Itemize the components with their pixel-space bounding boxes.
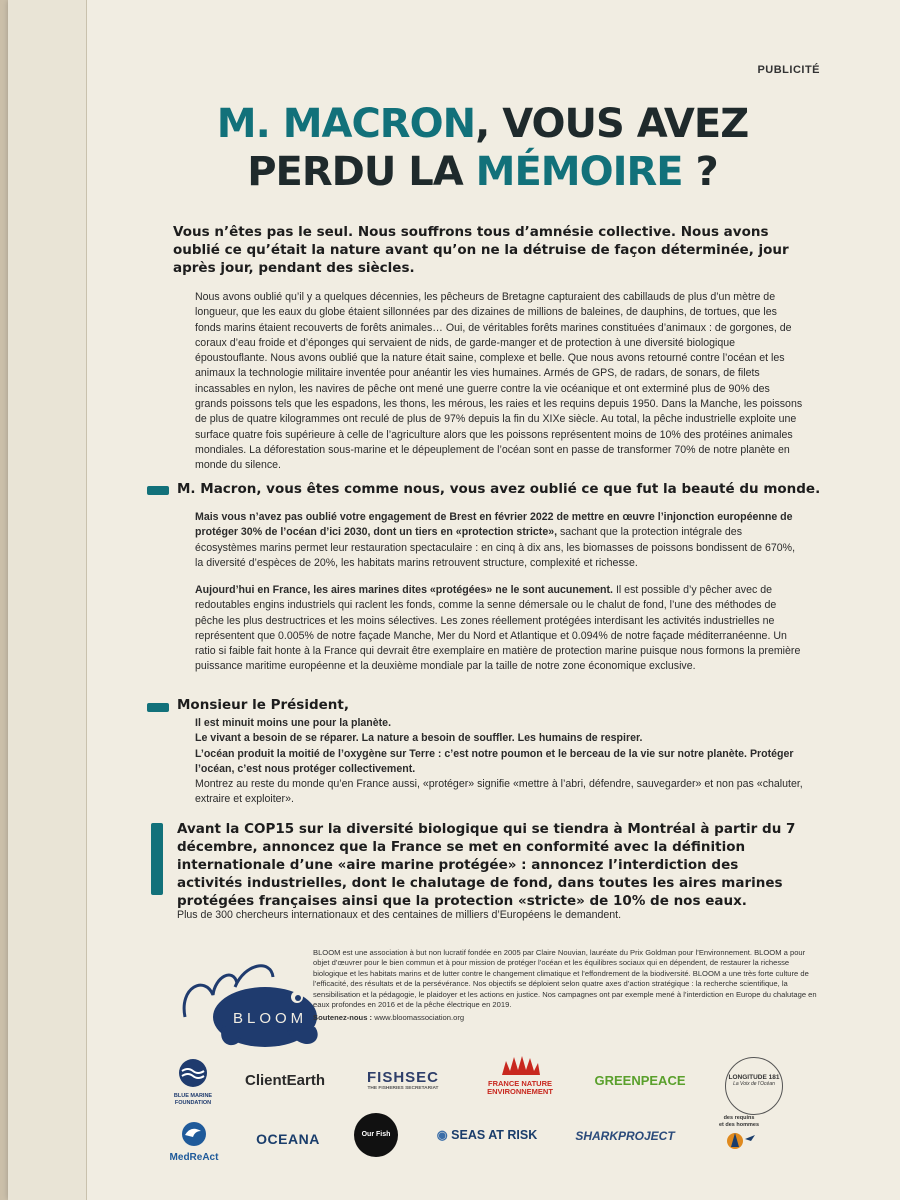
support-label: Soutenez-nous : — [313, 1013, 373, 1023]
bloom-logo — [175, 947, 335, 1059]
bloom-about: BLOOM est une association à but non lucratif fondée en 2005 par Claire Nouvian, lauréate du Prix Goldman pour l’Environnement. BLOOM a pour objet d’œuvrer pour le bien commun et à pour mission de protéger l’océan et les équilibres sociaux qui en dépendent, de restaurer la richesse biologique et les habitats marins et de lutter contre le changement climatique et l’effondrement de la biodiversité. BLOOM a une très forte culture de l’efficacité, des résultats et de la persévérance. Nos objectifs se déploient selon quatre axes d’action stratégique : la recherche scientifique, la sensibilisation et la pédagogie, le plaidoyer et les actions en justice. Nos campagnes ont par exemple mené à l’interdiction en Europe du chalutage en eaux profondes en 2016 et de la pêche électrique en 2019. — [313, 948, 817, 1010]
logo-longitude-181 — [725, 1057, 783, 1115]
body-paragraph-1: Nous avons oublié qu’il y a quelques décennies, les pêcheurs de Bretagne capturaient des cabillauds de plus d’un mètre de longueur, que les eaux du globe étaient sillonnées par des dizaines de millions de baleines, de dauphins, de tortues, que les fonds marins étaient recouverts de forêts animales… Oui, de véritables forêts marines constituées d’animaux : de gorgones, de coraux d’eau froide et d’éponges qui servaient de nids, de garde-manger et de protection à une diversité biologique époustouflante. Nous avons oublié que la nature était saine, complexe et belle. Que nous avons retourné contre l’océan et les animaux la technologie militaire inventée pour anéantir les vies humaines. Armés de GPS, de radars, de sonars, de filets incassables en nylon, les navires de pêche ont mené une guerre contre la vie océanique et ont exterminé plus de 90% des grands poissons tels que les espadons, les thons, les mérous, les raies et les requins depuis 1950. Dans la Manche, les poissons de plus de quatre kilogrammes ont reculé de plus de 97% depuis la fin du XIXe siècle. Au total, la pêche industrielle exploite une surface quatre fois supérieure à celle de l’agriculture alors que les poissons représentent moins de 10% des protéines animales mondiales. La déforestation sous-marine et le dépeuplement de l’océan sont en passe de transformer 70% de notre planète en monde du silence. — [195, 291, 803, 472]
logo-clientearth: ClientEarth — [244, 1072, 325, 1089]
president-message — [195, 716, 805, 808]
publicite-label: PUBLICITÉ — [757, 64, 820, 76]
fne-name-2: ENVIRONNEMENT — [487, 1087, 553, 1096]
section-heading-1: M. Macron, vous êtes comme nous, vous avez oublié ce que fut la beauté du monde. — [177, 481, 821, 497]
president-line: Le vivant a besoin de se réparer. La nature a besoin de souffler. Les humains de respirer. — [195, 732, 643, 745]
intro-paragraph: Vous n’êtes pas le seul. Nous souffrons tous d’amnésie collective. Nous avons oublié ce qu’était la nature avant qu’on ne la détruise de façon déterminée, jour après jour, pendant des siècles. — [173, 224, 789, 276]
requins-name-2: et des hommes — [718, 1122, 760, 1128]
paragraph-3-text: Il est possible d’y pêcher avec de redoutables engins industriels qui raclent les fonds, comme la senne démersale ou le chalut de fond, l’une des méthodes de pêche les plus destructrices et les moins sélectives. Les zones réellement protégées interdisant les activités industrielles ne représentent que 0.005% de notre façade Manche, Mer du Nord et Atlantique et 0.094% de notre façade méditerranéenne. Un ratio si faible fait honte à la France qui devrait être exemplaire en matière de protection marine puisque nous formons la première puissance maritime européenne et la deuxième mondiale par la taille de notre zone économique exclusive. — [195, 584, 801, 673]
logo-fne — [475, 1055, 565, 1096]
seas-at-risk-name: SEAS AT RISK — [451, 1128, 538, 1142]
blue-marine-icon — [178, 1058, 208, 1088]
medreact-name: MedReAct — [169, 1152, 219, 1163]
fne-hedgehog-icon — [500, 1055, 540, 1075]
bloom-support — [313, 1013, 821, 1023]
headline-question-mark: ? — [682, 149, 718, 195]
seas-at-risk-icon: ◉ — [436, 1128, 448, 1142]
requins-name-1: des requins — [723, 1115, 755, 1121]
logo-seas-at-risk — [427, 1127, 547, 1142]
logo-requins-et-hommes — [709, 1115, 769, 1154]
logo-our-fish: Our Fish — [354, 1113, 398, 1157]
president-line: L’océan produit la moitié de l’oxygène sur Terre : c’est notre poumon et le berceau de la vie sur notre planète. Protéger l’océan, c’est nous protéger collectivement. — [195, 747, 794, 775]
body-paragraph-3 — [195, 583, 805, 675]
longitude-name: LONGITUDE 181 — [728, 1074, 780, 1081]
paragraph-2-text: sachant que la protection intégrale des écosystèmes marins permet leur restauration spectaculaire : en cinq à dix ans, les biomasses de poissons bondissent de 670%, la diversité d’espèces de 20%, les habitats marins retrouvent structure, complexité et richesse. — [195, 526, 796, 569]
section-heading-2: Monsieur le Président, — [177, 697, 349, 713]
bloom-logo-text: BLOOM — [233, 1010, 308, 1027]
logo-blue-marine — [163, 1058, 223, 1107]
logo-sharkproject: SHARKPROJECT — [575, 1129, 675, 1143]
longitude-tagline: La Voix de l’Océan — [733, 1081, 775, 1087]
logo-medreact — [157, 1121, 231, 1163]
blue-marine-name: BLUE MARINE FOUNDATION — [173, 1093, 213, 1106]
bloom-description — [313, 948, 821, 1024]
fishsec-name: FISHSEC — [366, 1069, 439, 1086]
headline-name: M. MACRON — [216, 101, 476, 147]
section-marker-1 — [147, 486, 169, 495]
fne-name-1: FRANCE NATURE — [487, 1079, 553, 1088]
body-paragraph-2 — [195, 510, 805, 571]
section-marker-2 — [147, 703, 169, 712]
medreact-wave-icon — [179, 1121, 209, 1147]
logo-oceana: OCEANA — [256, 1131, 320, 1147]
cop15-demand: Avant la COP15 sur la diversité biologique qui se tiendra à Montréal à partir du 7 décembre, annoncez que la France se met en conformité avec la définition internationale d’une «aire marine protégée» : annoncez l’interdiction des activités industrielles, dont le chalutage de fond, dans toutes les aires marines protégées françaises ainsi que la protection «stricte» de 10% de nos eaux. — [177, 821, 796, 909]
fishsec-subtitle: THE FISHERIES SECRETARIAT — [367, 1086, 439, 1091]
researchers-note: Plus de 300 chercheurs internationaux et des centaines de milliers d’Européens le demandent. — [177, 909, 622, 921]
headline-rest-1: , VOUS AVEZ — [475, 101, 749, 147]
president-line: Montrez au reste du monde qu’en France aussi, «protéger» signifie «mettre à l’abri, défendre, sauvegarder» et non pas «chaluter, extraire et exploiter». — [195, 778, 803, 806]
headline — [115, 100, 850, 196]
paragraph-3-lead: Aujourd’hui en France, les aires marines dites «protégées» ne le sont aucunement. — [195, 584, 613, 596]
requins-shark-icon — [721, 1129, 757, 1149]
headline-rest-2: PERDU LA — [247, 149, 476, 195]
advertisement — [115, 55, 850, 1165]
paragraph-2-lead: Mais vous n’avez pas oublié votre engagement de Brest en février 2022 de mettre en œuvre l’injonction européenne de protéger 30% de l’océan d’ici 2030, dont un tiers en «protection stricte», — [195, 511, 793, 539]
cop15-marker — [151, 823, 163, 895]
headline-memory: MÉMOIRE — [475, 149, 683, 195]
president-line: Il est minuit moins une pour la planète. — [195, 717, 392, 729]
logo-fishsec — [353, 1069, 453, 1091]
logo-greenpeace: GREENPEACE — [594, 1073, 686, 1088]
support-url[interactable]: www.bloomassociation.org — [374, 1013, 465, 1023]
